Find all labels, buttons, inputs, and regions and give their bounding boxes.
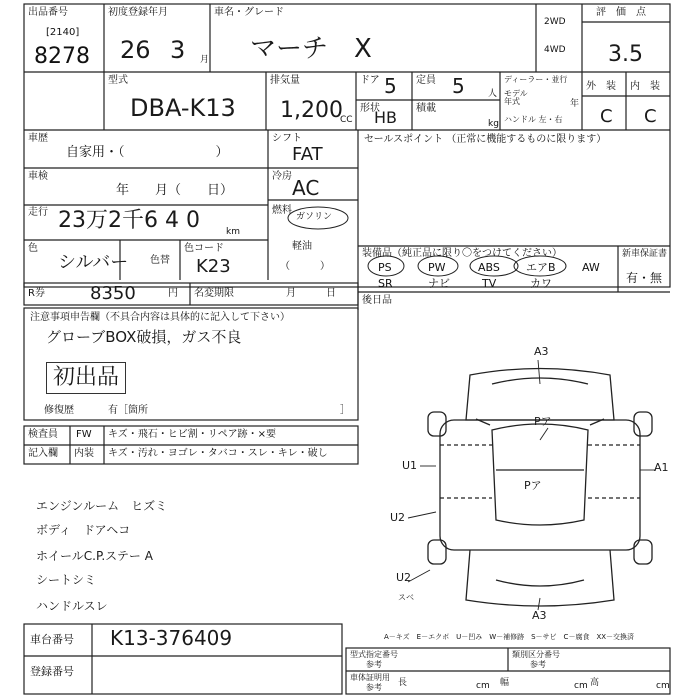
int-value: C bbox=[644, 106, 657, 127]
class-sub: 参考 bbox=[530, 660, 546, 669]
model-label: 車名・グレード bbox=[214, 7, 284, 18]
history-value: 自家用・（ ） bbox=[66, 145, 229, 160]
score-value: 3.5 bbox=[608, 42, 643, 67]
equip-tv: TV bbox=[482, 277, 497, 290]
hgt-unit: cm bbox=[656, 681, 670, 691]
lot-number: 8278 bbox=[34, 44, 90, 69]
equip-sr: SR bbox=[378, 277, 393, 290]
name-change-value: 月 日 bbox=[286, 288, 336, 299]
color-value: シルバー bbox=[58, 252, 129, 273]
mark-a3-rear: A3 bbox=[532, 609, 547, 622]
reg-month-unit: 月 bbox=[200, 55, 210, 65]
lot-label: 出品番号 bbox=[28, 7, 68, 18]
disp-label: 排気量 bbox=[270, 75, 300, 86]
mileage-unit: km bbox=[226, 227, 240, 237]
mark-pa-hood: Pア bbox=[534, 415, 552, 428]
fill-label: 記入欄 bbox=[28, 448, 58, 459]
check-label: 検査員 bbox=[28, 429, 58, 440]
disp-value: 1,200 bbox=[280, 98, 343, 123]
damage-legend: A－キズ E－エクボ U－凹み W－補修跡 S－サビ C－腐食 XX－交換済 bbox=[384, 633, 635, 641]
equip-ps: PS bbox=[378, 261, 392, 274]
door-label: ドア bbox=[360, 75, 380, 86]
fw-label: FW bbox=[76, 429, 92, 440]
notes-line1: グローブBOX破損，ガス不良 bbox=[46, 328, 242, 346]
first-listing-stamp: 初出品 bbox=[46, 362, 126, 394]
wid-label: 幅 bbox=[500, 678, 510, 688]
equip-pw: PW bbox=[428, 261, 446, 274]
load-unit: kg bbox=[488, 119, 499, 129]
recycle-unit: 円 bbox=[168, 288, 178, 299]
cap-unit: 人 bbox=[488, 89, 498, 99]
reg-label: 初度登録年月 bbox=[108, 7, 168, 18]
mark-u2-a: U2 bbox=[390, 511, 406, 524]
name-change-label: 名変期限 bbox=[194, 288, 234, 299]
recycle-label: R券 bbox=[28, 288, 45, 299]
disp-unit: CC bbox=[340, 115, 353, 125]
color-label: 色 bbox=[28, 243, 38, 254]
color-code-label: 色コード bbox=[184, 243, 224, 254]
mileage-label: 走行 bbox=[28, 207, 48, 218]
color-change-label: 色替 bbox=[150, 255, 170, 266]
mark-u1: U1 bbox=[402, 459, 418, 472]
fuel-label: 燃料 bbox=[272, 205, 292, 216]
size-label: 車体証明用 bbox=[350, 673, 390, 682]
ext-label: 外 装 bbox=[586, 81, 616, 92]
shift-label: シフト bbox=[272, 133, 302, 144]
inspector-row1: キズ・飛石・ヒビ割・リペア跡・×要 bbox=[108, 429, 276, 440]
notes-label: 注意事項申告欄（不具合内容は具体的に記入して下さい） bbox=[30, 312, 290, 323]
len-unit: cm bbox=[476, 681, 490, 691]
seat-label: 後日品 bbox=[362, 295, 392, 306]
ac-value: AC bbox=[292, 176, 320, 200]
history-label: 車歴 bbox=[28, 133, 48, 144]
inspection-label: 車検 bbox=[28, 171, 48, 182]
dealer-label: ディーラー・並行 bbox=[504, 75, 568, 84]
fuel-gas: ガソリン bbox=[296, 212, 333, 222]
mileage-value: 23万2千6 4 0 bbox=[58, 208, 200, 233]
inspection-value: 年 月（ 日） bbox=[116, 183, 234, 198]
mark-a3-front: A3 bbox=[534, 345, 549, 358]
class-label: 類別区分番号 bbox=[512, 650, 560, 659]
reg-year: 26 bbox=[120, 36, 151, 64]
reg-month: 3 bbox=[170, 36, 186, 64]
int-label: 内 装 bbox=[630, 81, 660, 92]
handwritten-line1: エンジンルーム ヒズミ bbox=[36, 499, 168, 513]
drive-4wd: 4WD bbox=[544, 45, 566, 55]
type-value: DBA-K13 bbox=[130, 94, 236, 122]
cap-value: 5 bbox=[452, 74, 465, 98]
handwritten-line2: ボディ ドアヘコ bbox=[36, 523, 131, 537]
equipment-label: 装備品（純正品に限り〇をつけてください） bbox=[362, 248, 562, 259]
fuel-paren: （ ） bbox=[280, 261, 330, 272]
lot-sub: [2140] bbox=[46, 27, 80, 38]
year-unit: 年 bbox=[570, 99, 580, 109]
fuel-light: 軽油 bbox=[292, 241, 312, 252]
model-year-label: モデル年式 bbox=[504, 89, 528, 106]
repair-value: 有［箇所 bbox=[108, 405, 148, 416]
repair-label: 修復歴 bbox=[44, 405, 74, 416]
chassis-value: K13-376409 bbox=[110, 626, 233, 650]
reg-number-label: 登録番号 bbox=[30, 665, 74, 678]
equip-abs: ABS bbox=[478, 261, 500, 274]
model-value: マーチ X bbox=[250, 34, 372, 64]
equip-airbag: エアB bbox=[526, 261, 556, 274]
handwritten-line4: シートシミ bbox=[36, 573, 97, 587]
drive-2wd: 2WD bbox=[544, 17, 566, 27]
score-label: 評 価 点 bbox=[596, 7, 646, 18]
inspector-row2: キズ・汚れ・ヨゴレ・タバコ・スレ・キレ・破し bbox=[108, 448, 328, 459]
load-label: 積載 bbox=[416, 103, 436, 114]
sales-label: セールスポイント （正常に機能するものに限ります） bbox=[364, 134, 607, 145]
interior-label: 内装 bbox=[74, 448, 94, 459]
shape-value: HB bbox=[374, 108, 398, 127]
handwritten-line5: ハンドルスレ bbox=[36, 599, 108, 613]
shape-label: 形状 bbox=[360, 103, 380, 114]
recycle-value: 8350 bbox=[90, 283, 136, 304]
chassis-label: 車台番号 bbox=[30, 633, 74, 646]
equip-navi: ナビ bbox=[428, 277, 450, 290]
hgt-label: 高 bbox=[590, 678, 600, 688]
size-sub: 参考 bbox=[366, 683, 382, 692]
equip-leather: カワ bbox=[530, 277, 552, 290]
len-label: 長 bbox=[398, 678, 408, 688]
type-label: 型式 bbox=[108, 75, 128, 86]
handwritten-line3: ホイールC.P.ステー A bbox=[36, 549, 153, 563]
mark-u2-b: U2 bbox=[396, 571, 412, 584]
warranty-value: 有・無 bbox=[626, 271, 663, 285]
mark-a1: A1 bbox=[654, 461, 669, 474]
handle-label: ハンドル 左・右 bbox=[504, 115, 563, 124]
equip-aw: AW bbox=[582, 261, 600, 274]
cert-sub: 参考 bbox=[366, 660, 382, 669]
repair-end: ］ bbox=[340, 405, 350, 416]
ac-label: 冷房 bbox=[272, 171, 292, 182]
ext-value: C bbox=[600, 106, 613, 127]
mark-pa-roof: Pア bbox=[524, 479, 542, 492]
warranty-label: 新車保証書 bbox=[622, 249, 668, 259]
cert-label: 型式指定番号 bbox=[350, 650, 398, 659]
cap-label: 定員 bbox=[416, 75, 436, 86]
color-code-value: K23 bbox=[196, 256, 231, 277]
door-value: 5 bbox=[384, 74, 397, 98]
shift-value: FAT bbox=[292, 144, 323, 165]
wid-unit: cm bbox=[574, 681, 588, 691]
mark-sube: スベ bbox=[398, 593, 414, 602]
